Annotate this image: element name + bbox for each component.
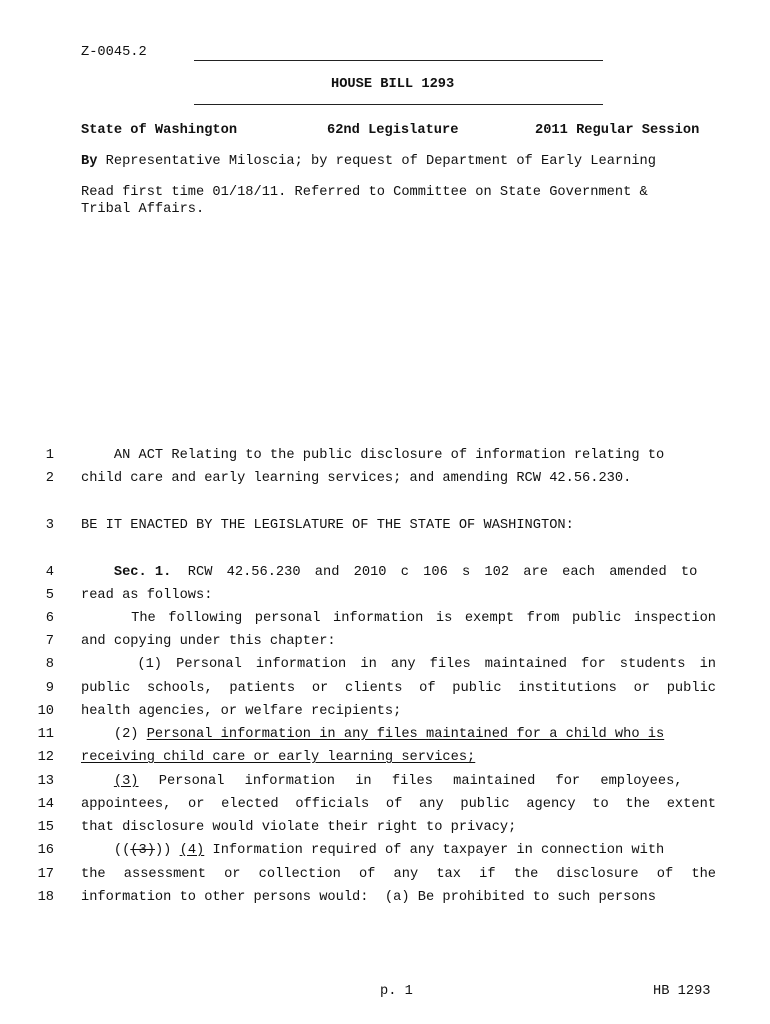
- line-number: 9: [45, 681, 54, 696]
- line-number: 16: [37, 843, 54, 858]
- line-number: 6: [45, 611, 54, 626]
- line-number: 1: [45, 448, 54, 463]
- line-number: 4: [45, 565, 54, 580]
- inserted-text: (4): [179, 843, 205, 858]
- sponsor-text: Representative Miloscia; by request of Department of Early Learning: [105, 154, 656, 169]
- line-text: and copying under this chapter:: [81, 634, 336, 649]
- line-number: 17: [37, 867, 54, 882]
- line-number: 14: [37, 797, 54, 812]
- line-text: child care and early learning services; and amending RCW 42.56.230.: [81, 471, 632, 486]
- indent: [81, 774, 114, 789]
- state-label: State of Washington: [81, 123, 238, 138]
- line-number: 5: [45, 588, 54, 603]
- line-text: public schools, patients or clients of public institutions or public: [81, 681, 716, 696]
- line-text: the assessment or collection of any tax if the disclosure of the: [81, 867, 716, 882]
- line-rest: Information required of any taxpayer in connection with: [204, 843, 665, 858]
- line-text: read as follows:: [81, 588, 213, 603]
- by-label: By: [81, 154, 98, 169]
- footer-bill-code: HB 1293: [653, 984, 711, 999]
- line-text: appointees, or elected officials of any public agency to the extent: [81, 797, 716, 812]
- line-text: [81, 843, 716, 858]
- inserted-text: (3): [113, 774, 139, 789]
- line-text: (1) Personal information in any files maintained for students in: [81, 657, 716, 672]
- deletion-close: )): [154, 843, 172, 858]
- line-number: 13: [37, 774, 54, 789]
- first-reading-line: Read first time 01/18/11. Referred to Committee on State Government &: [81, 185, 648, 200]
- header-rule-top: [194, 60, 603, 61]
- line-number: 8: [45, 657, 54, 672]
- deleted-text: (3): [130, 843, 155, 858]
- line-text: [81, 774, 716, 789]
- line-text: The following personal information is exempt from public inspection: [81, 611, 716, 626]
- line-number: 2: [45, 471, 54, 486]
- document-code: Z-0045.2: [81, 45, 147, 60]
- line-text: receiving child care or early learning services;: [81, 750, 476, 765]
- line-number: 7: [45, 634, 54, 649]
- line-rest: Personal information in files maintained for employees,: [138, 774, 683, 789]
- legislature-label: 62nd Legislature: [327, 123, 459, 138]
- line-prefix: (2): [81, 727, 147, 742]
- section-text: RCW 42.56.230 and 2010 c 106 s 102 are each amended to: [187, 565, 698, 580]
- line-number: 15: [37, 820, 54, 835]
- sponsor-line: [81, 154, 656, 169]
- bill-title: HOUSE BILL 1293: [331, 77, 455, 92]
- line-text: health agencies, or welfare recipients;: [81, 704, 402, 719]
- line-text: BE IT ENACTED BY THE LEGISLATURE OF THE STATE OF WASHINGTON:: [81, 518, 574, 533]
- line-number: 10: [37, 704, 54, 719]
- inserted-text: Personal information in any files maintained for a child who is: [146, 727, 665, 742]
- page-number: p. 1: [380, 984, 413, 999]
- line-number: 12: [37, 750, 54, 765]
- section-label: Sec. 1.: [113, 565, 172, 580]
- line-text: AN ACT Relating to the public disclosure of information relating to: [81, 448, 665, 463]
- first-reading-line-cont: Tribal Affairs.: [81, 202, 205, 217]
- line-text: information to other persons would: (a) Be prohibited to such persons: [81, 890, 656, 905]
- line-text: [81, 727, 716, 742]
- line-number: 3: [45, 518, 54, 533]
- indent: [81, 565, 114, 580]
- line-number: 11: [37, 727, 54, 742]
- header-rule-bottom: [194, 104, 603, 105]
- session-label: 2011 Regular Session: [535, 123, 700, 138]
- line-number: 18: [37, 890, 54, 905]
- line-text: that disclosure would violate their right to privacy;: [81, 820, 517, 835]
- deletion-open: ((: [81, 843, 131, 858]
- line-text: [81, 565, 716, 580]
